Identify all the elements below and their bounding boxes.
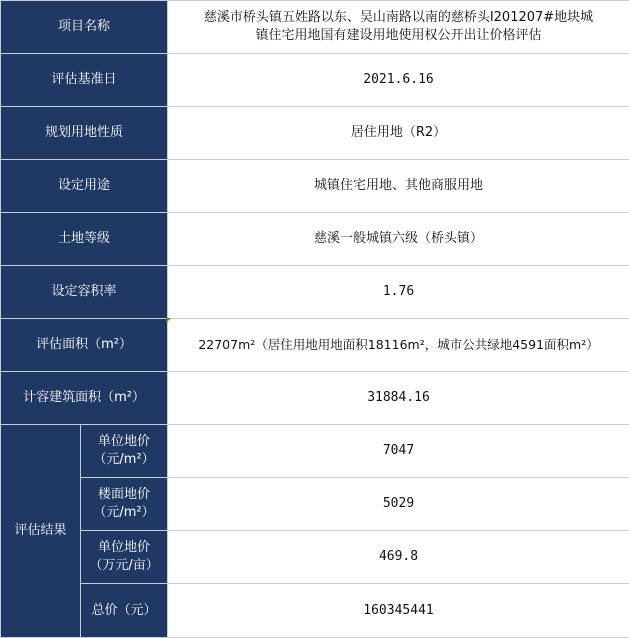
table-row-total-price — [1, 584, 629, 638]
unit-land-price-mu-value: 469.8 — [168, 531, 629, 584]
set-use-value: 城镇住宅用地、其他商服用地 — [168, 160, 629, 213]
building-area-value: 31884.16 — [168, 372, 629, 425]
unit-land-price-mu-label-line-1: 单位地价 — [98, 540, 150, 555]
project-name-value — [168, 1, 629, 54]
project-name-line-1: 慈溪市桥头镇五姓路以东、吴山南路以南的慈桥头Ⅰ201207#地块城 — [204, 9, 593, 27]
land-grade-label: 土地等级 — [1, 213, 168, 266]
land-grade-value: 慈溪一般城镇六级（桥头镇） — [168, 213, 629, 266]
unit-land-price-label-line-2: （元/m²） — [93, 452, 154, 467]
floor-price-label-line-2: （元/m²） — [93, 505, 154, 520]
results-label: 评估结果 — [1, 425, 81, 638]
table-row-floor-price — [1, 478, 629, 531]
floor-price-value: 5029 — [168, 478, 629, 531]
unit-land-price-label-line-1: 单位地价 — [98, 434, 150, 449]
project-name-line-2: 镇住宅用地国有建设用地使用权公开出让价格评估 — [256, 27, 542, 45]
table-row-appraisal-date — [1, 54, 629, 107]
planned-use-label: 规划用地性质 — [1, 107, 168, 160]
table-row-unit-land-price — [1, 425, 629, 478]
unit-land-price-mu-label — [81, 531, 168, 584]
area-value: 22707m²（居住用地用地面积18116m²，城市公共绿地4591面积m²） — [168, 319, 629, 372]
unit-land-price-label — [81, 425, 168, 478]
table-row-area — [1, 319, 629, 372]
floor-price-label — [81, 478, 168, 531]
planned-use-value: 居住用地（R2） — [168, 107, 629, 160]
project-name-label: 项目名称 — [1, 1, 168, 54]
floor-price-label-line-1: 楼面地价 — [98, 487, 150, 502]
appraisal-date-value: 2021.6.16 — [168, 54, 629, 107]
total-price-value: 160345441 — [168, 584, 629, 638]
appraisal-date-label: 评估基准日 — [1, 54, 168, 107]
area-label: 评估面积（m²） — [1, 319, 168, 372]
building-area-label: 计容建筑面积（m²） — [1, 372, 168, 425]
table-row-plot-ratio — [1, 266, 629, 319]
plot-ratio-label: 设定容积率 — [1, 266, 168, 319]
unit-land-price-value: 7047 — [168, 425, 629, 478]
table-row-building-area — [1, 372, 629, 425]
cell-comment-marker-icon — [166, 318, 171, 323]
set-use-label: 设定用途 — [1, 160, 168, 213]
table-row-set-use — [1, 160, 629, 213]
table-row-project-name — [1, 1, 629, 54]
plot-ratio-value: 1.76 — [168, 266, 629, 319]
table-row-unit-land-price-mu — [1, 531, 629, 584]
total-price-label: 总价（元） — [81, 584, 168, 638]
table-row-land-grade — [1, 213, 629, 266]
table-row-planned-use — [1, 107, 629, 160]
unit-land-price-mu-label-line-2: （万元/亩） — [89, 558, 158, 573]
